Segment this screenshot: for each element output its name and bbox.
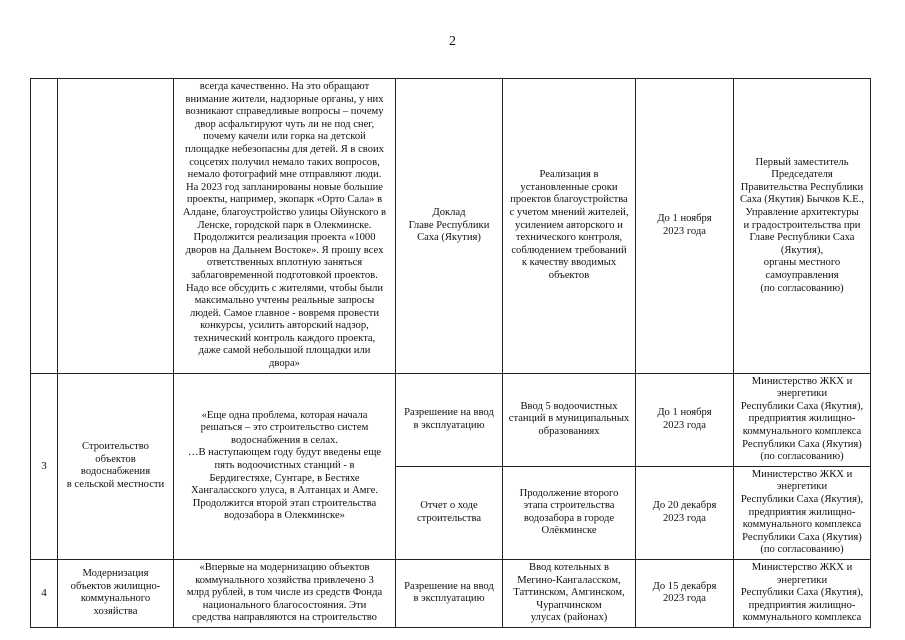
- completion-form: Доклад Главе Республики Саха (Якутия): [396, 79, 503, 374]
- action-plan-table: [30, 78, 871, 628]
- measure-title: Модернизация объектов жилищно- коммунального хозяйства: [58, 559, 174, 627]
- deadline: До 15 декабря 2023 года: [636, 559, 734, 627]
- deadline: До 1 ноября 2023 года: [636, 373, 734, 466]
- address-quote: «Еще одна проблема, которая начала решаться – это строительство систем водоснабжения в селах. …В наступающем году будут введены еще пять водоочистных станций - в Бердигестяхе, Сунтаре, в Бестяхе Хангаласского улуса, в Алтанцах и Амге. Продолжится второй этап строительства водозабора в Олекминске»: [174, 373, 396, 559]
- completion-form: Отчет о ходе строительства: [396, 466, 503, 559]
- expected-result: Ввод 5 водоочистных станций в муниципальных образованиях: [503, 373, 636, 466]
- expected-result: Продолжение второго этапа строительства водозабора в городе Олёкминске: [503, 466, 636, 559]
- row-number: 3: [31, 373, 58, 559]
- deadline: До 1 ноября 2023 года: [636, 79, 734, 374]
- table-row: [31, 559, 871, 627]
- address-quote: всегда качественно. На это обращают внимание жители, надзорные органы, у них возникают справедливые вопросы – почему двор асфальтируют чуть ли не под снег, почему качели или горка на детской площадке небезопасны для детей. Я в своих соцсетях получил немало таких вопросов, немало фотографий мне отправляют люди. На 2023 год запланированы новые большие проекты, например, экопарк «Орто Сала» в Алдане, благоустройство улицы Ойунского в Ленске, городской парк в Олекминске. Продолжится реализация проекта «1000 дворов на Дальнем Востоке». Я прошу всех ответственных вплотную заняться заблаговременной подготовкой проектов. Надо все обсудить с жителями, чтобы были максимально учтены реальные запросы людей. Самое главное - вовремя провести конкурсы, усилить авторский надзор, технический контроль каждого проекта, даже самой небольшой площадки или двора»: [174, 79, 396, 374]
- deadline: До 20 декабря 2023 года: [636, 466, 734, 559]
- completion-form: Разрешение на ввод в эксплуатацию: [396, 373, 503, 466]
- row-number: [31, 79, 58, 374]
- responsible-parties: Министерство ЖКХ и энергетики Республики Саха (Якутия), предприятия жилищно- коммунального комплекса Республики Саха (Якутия) (по согласованию): [734, 373, 871, 466]
- responsible-parties: Первый заместитель Председателя Правительства Республики Саха (Якутия) Бычков К.Е., Управление архитектуры и градостроительства при Главе Республики Саха (Якутия), органы местного самоуправления (по согласованию): [734, 79, 871, 374]
- responsible-parties: Министерство ЖКХ и энергетики Республики Саха (Якутия), предприятия жилищно- коммунального комплекса: [734, 559, 871, 627]
- measure-title: Строительство объектов водоснабжения в сельской местности: [58, 373, 174, 559]
- page-number: 2: [449, 34, 456, 49]
- expected-result: Реализация в установленные сроки проектов благоустройства с учетом мнений жителей, усилением авторского и технического контроля, соблюдением требований к качеству вводимых объектов: [503, 79, 636, 374]
- responsible-parties: Министерство ЖКХ и энергетики Республики Саха (Якутия), предприятия жилищно- коммунального комплекса Республики Саха (Якутия) (по согласованию): [734, 466, 871, 559]
- measure-title: [58, 79, 174, 374]
- table-row: [31, 79, 871, 374]
- row-number: 4: [31, 559, 58, 627]
- table-row: [31, 373, 871, 466]
- expected-result: Ввод котельных в Мегино-Кангаласском, Таттинском, Амгинском, Чурапчинском улусах (районах): [503, 559, 636, 627]
- address-quote: «Впервые на модернизацию объектов коммунального хозяйства привлечено 3 млрд рублей, в том числе из средств Фонда национального благосостояния. Эти средства направляются на строительство: [174, 559, 396, 627]
- completion-form: Разрешение на ввод в эксплуатацию: [396, 559, 503, 627]
